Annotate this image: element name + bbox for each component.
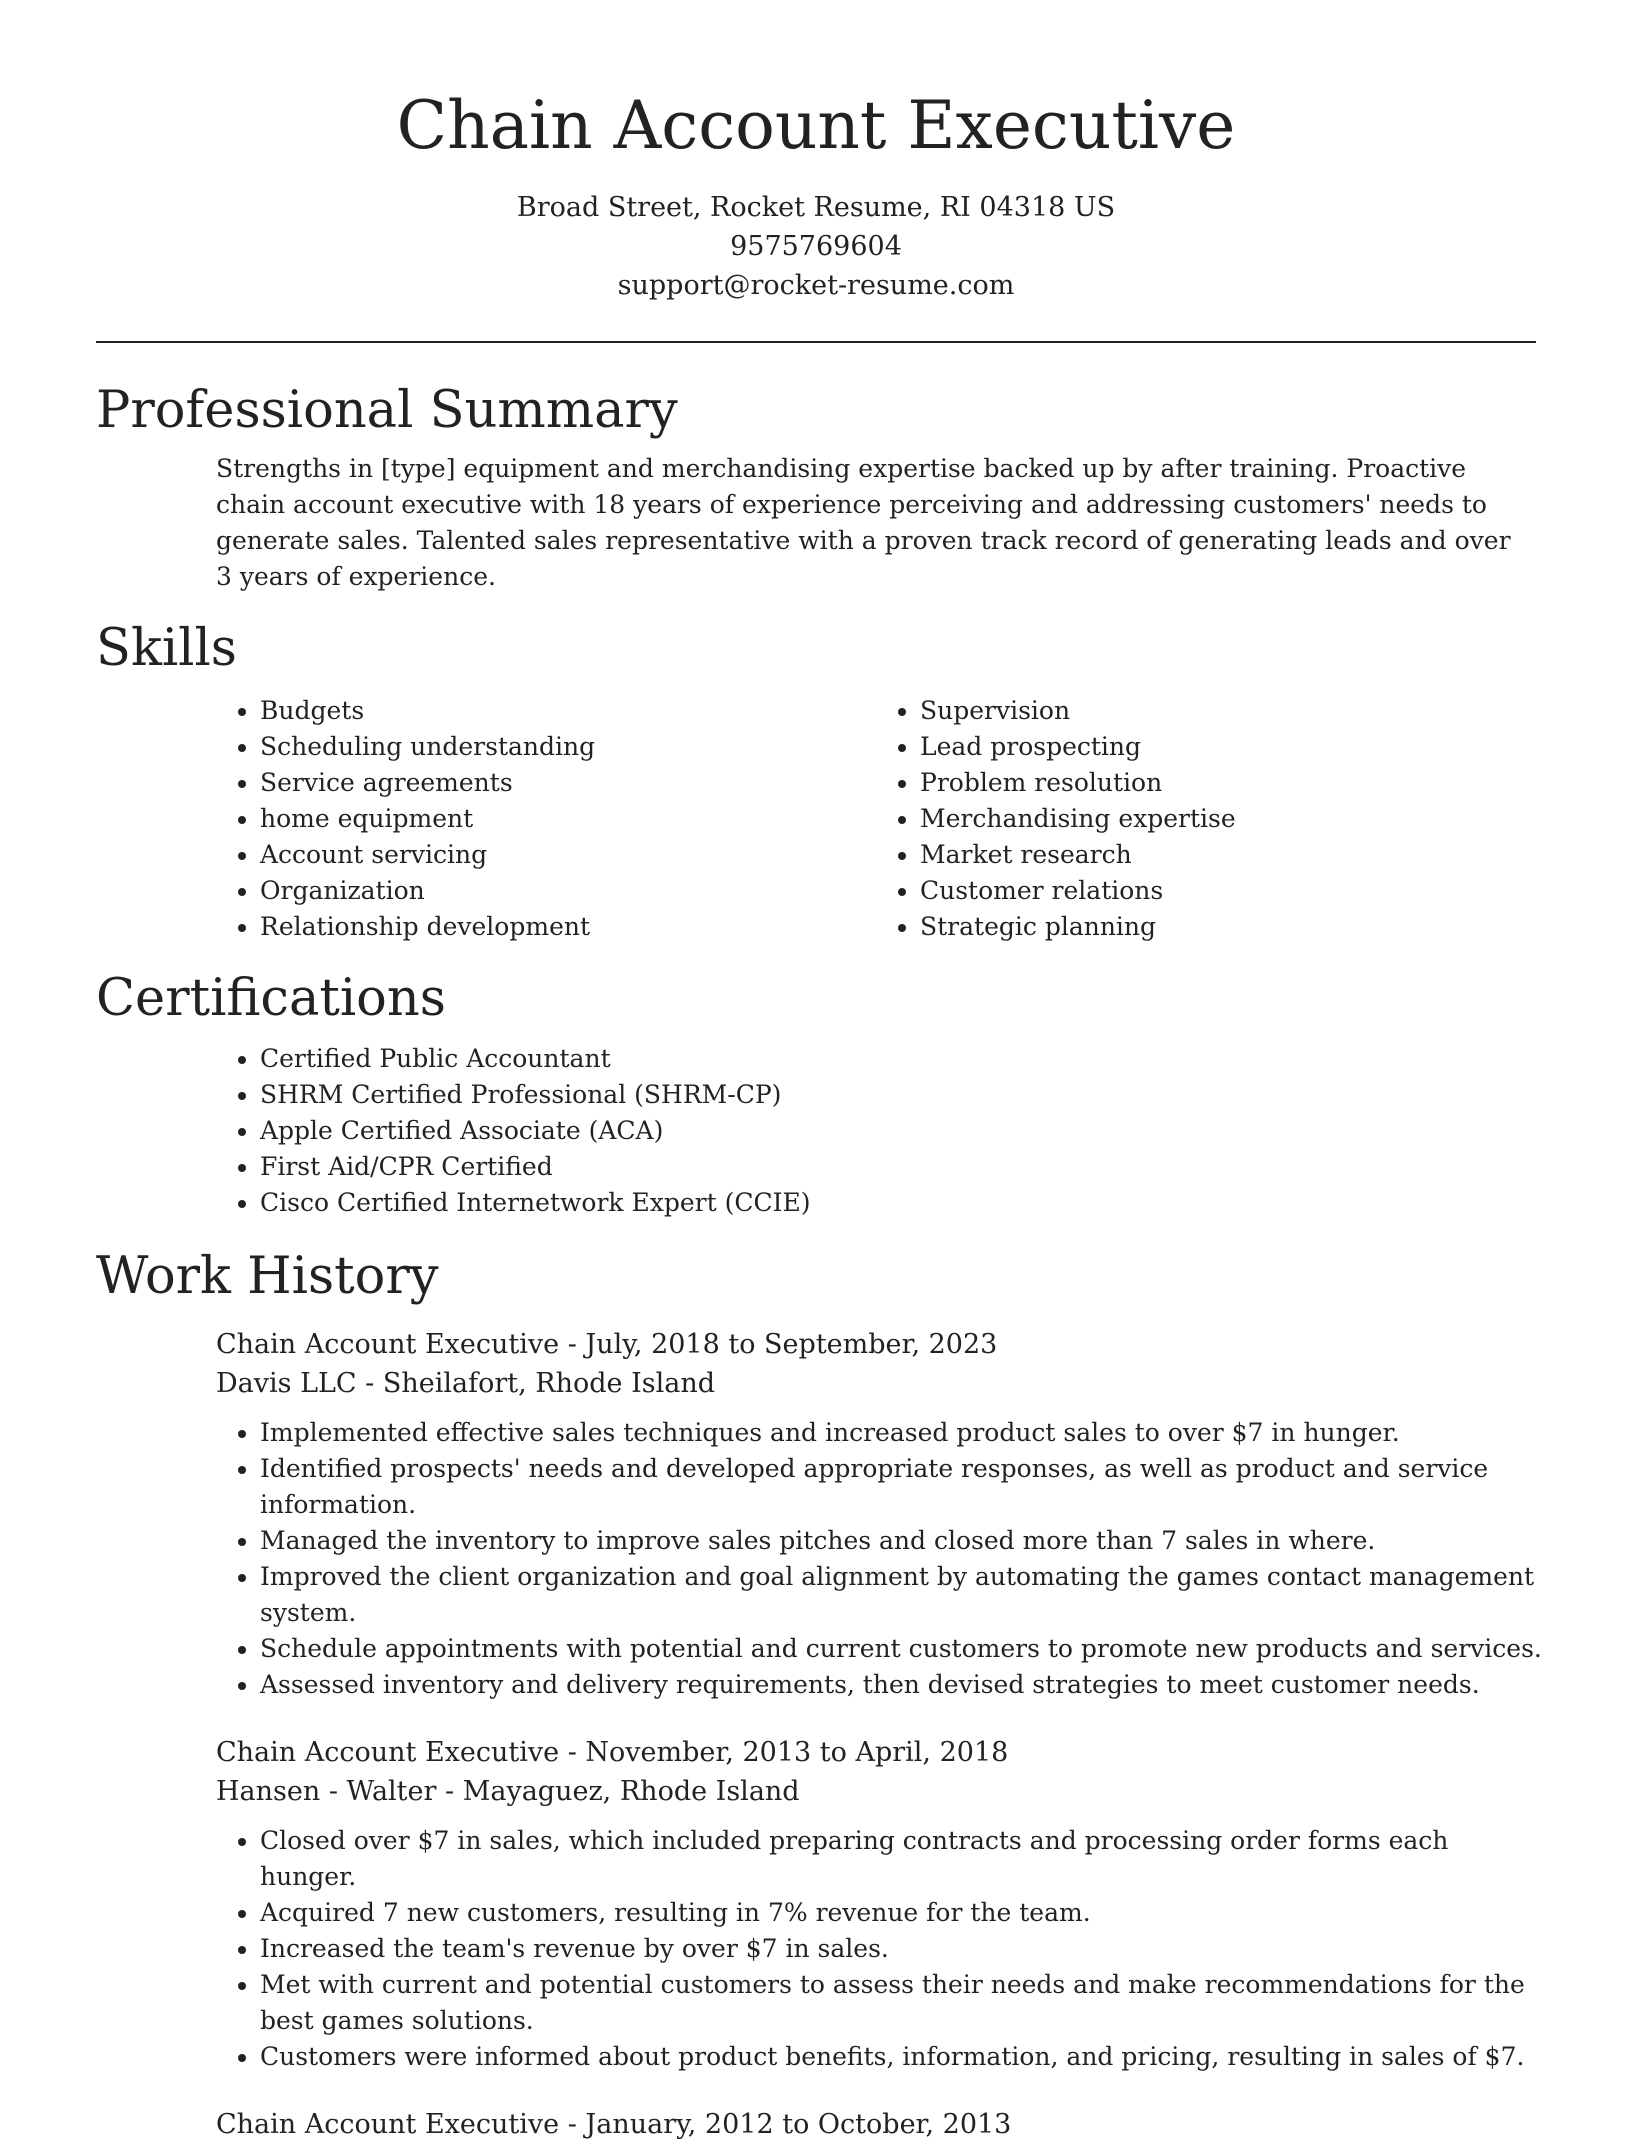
resume-page	[96, 0, 1542, 2144]
job-location: - Mayaguez, Rhode Island	[436, 1776, 800, 1807]
skill-item: • Problem resolution	[920, 765, 1536, 801]
certification-item: • Certified Public Accountant	[260, 1041, 1536, 1077]
skill-item: • Organization	[260, 873, 876, 909]
job-bullets	[216, 1415, 1550, 1703]
skill-item: • Account servicing	[260, 837, 876, 873]
job-bullet: • Improved the client organization and goal alignment by automating the games contact management system.	[260, 1559, 1550, 1631]
certification-item: • First Aid/CPR Certified	[260, 1149, 1536, 1185]
job-bullet: • Met with current and potential customers to assess their needs and make recommendations for the best games solutions.	[260, 1967, 1550, 2039]
email: support@rocket-resume.com	[617, 270, 1015, 301]
summary-text: Strengths in [type] equipment and merchandising expertise backed up by after training. Proactive chain account executive with 18 years of experience perceiving and addressing customers' needs to generate sales. Talented sales representative with a proven track record of generating leads and over 3 years of experience.	[216, 454, 1511, 591]
skills-column-right	[876, 693, 1536, 945]
job-dates: - November, 2013 to April, 2018	[559, 1737, 1009, 1768]
section-title-summary: Professional Summary	[96, 381, 678, 440]
phone: 9575769604	[730, 231, 902, 262]
section-title-skills: Skills	[96, 619, 237, 678]
job-role: Chain Account Executive	[216, 1737, 560, 1768]
job-bullet: • Customers were informed about product benefits, information, and pricing, resulting in sales of $7.	[260, 2039, 1550, 2075]
job-bullet: • Increased the team's revenue by over $7 in sales.	[260, 1931, 1550, 1967]
skills-column-left	[216, 693, 876, 945]
certification-item: • Cisco Certified Internetwork Expert (CCIE)	[260, 1185, 1536, 1221]
job-location: - Sheilafort, Rhode Island	[356, 1368, 716, 1399]
job-bullet: • Identified prospects' needs and developed appropriate responses, as well as product and service information.	[260, 1451, 1550, 1523]
job-dates: - January, 2012 to October, 2013	[559, 2109, 1012, 2140]
job-entry	[216, 2105, 1536, 2144]
skill-item: • Merchandising expertise	[920, 801, 1536, 837]
resume-header	[96, 0, 1536, 305]
address: Broad Street, Rocket Resume, RI 04318 US	[516, 192, 1116, 223]
job-company-line	[216, 1364, 1536, 1403]
job-dates: - July, 2018 to September, 2023	[559, 1329, 998, 1360]
job-bullet: • Acquired 7 new customers, resulting in 7% revenue for the team.	[260, 1895, 1550, 1931]
certifications-list	[216, 1041, 1536, 1221]
skill-item: • Strategic planning	[920, 909, 1536, 945]
job-company-line	[216, 1772, 1536, 1811]
job-bullet: • Implemented effective sales techniques and increased product sales to over $7 in hunger.	[260, 1415, 1550, 1451]
job-role: Chain Account Executive	[216, 1329, 560, 1360]
skills-grid	[216, 693, 1536, 945]
candidate-name: Chain Account Executive	[396, 87, 1236, 164]
section-title-work-history: Work History	[96, 1247, 439, 1306]
job-bullet: • Assessed inventory and delivery requirements, then devised strategies to meet customer needs.	[260, 1667, 1550, 1703]
job-entry	[216, 1733, 1536, 2075]
job-title-line	[216, 1733, 1536, 1772]
skill-item: • Budgets	[260, 693, 876, 729]
job-company: Hansen - Walter	[216, 1776, 437, 1807]
section-title-certifications: Certifications	[96, 969, 446, 1028]
skill-item: • Supervision	[920, 693, 1536, 729]
job-bullet: • Schedule appointments with potential and current customers to promote new products and services.	[260, 1631, 1550, 1667]
header-divider	[96, 341, 1536, 343]
job-bullet: • Managed the inventory to improve sales pitches and closed more than 7 sales in where.	[260, 1523, 1550, 1559]
skill-item: • Scheduling understanding	[260, 729, 876, 765]
skill-item: • Relationship development	[260, 909, 876, 945]
job-bullets	[216, 1823, 1550, 2075]
certification-item: • Apple Certified Associate (ACA)	[260, 1113, 1536, 1149]
job-title-line	[216, 1325, 1536, 1364]
job-company: Davis LLC	[216, 1368, 357, 1399]
skill-item: • Lead prospecting	[920, 729, 1536, 765]
certification-item: • SHRM Certified Professional (SHRM-CP)	[260, 1077, 1536, 1113]
skill-item: • Service agreements	[260, 765, 876, 801]
skill-item: • Customer relations	[920, 873, 1536, 909]
job-title-line	[216, 2105, 1536, 2144]
job-role: Chain Account Executive	[216, 2109, 560, 2140]
skill-item: • home equipment	[260, 801, 876, 837]
job-bullet: • Closed over $7 in sales, which included preparing contracts and processing order forms each hunger.	[260, 1823, 1550, 1895]
contact-block	[96, 188, 1536, 305]
skill-item: • Market research	[920, 837, 1536, 873]
job-entry	[216, 1325, 1542, 1703]
